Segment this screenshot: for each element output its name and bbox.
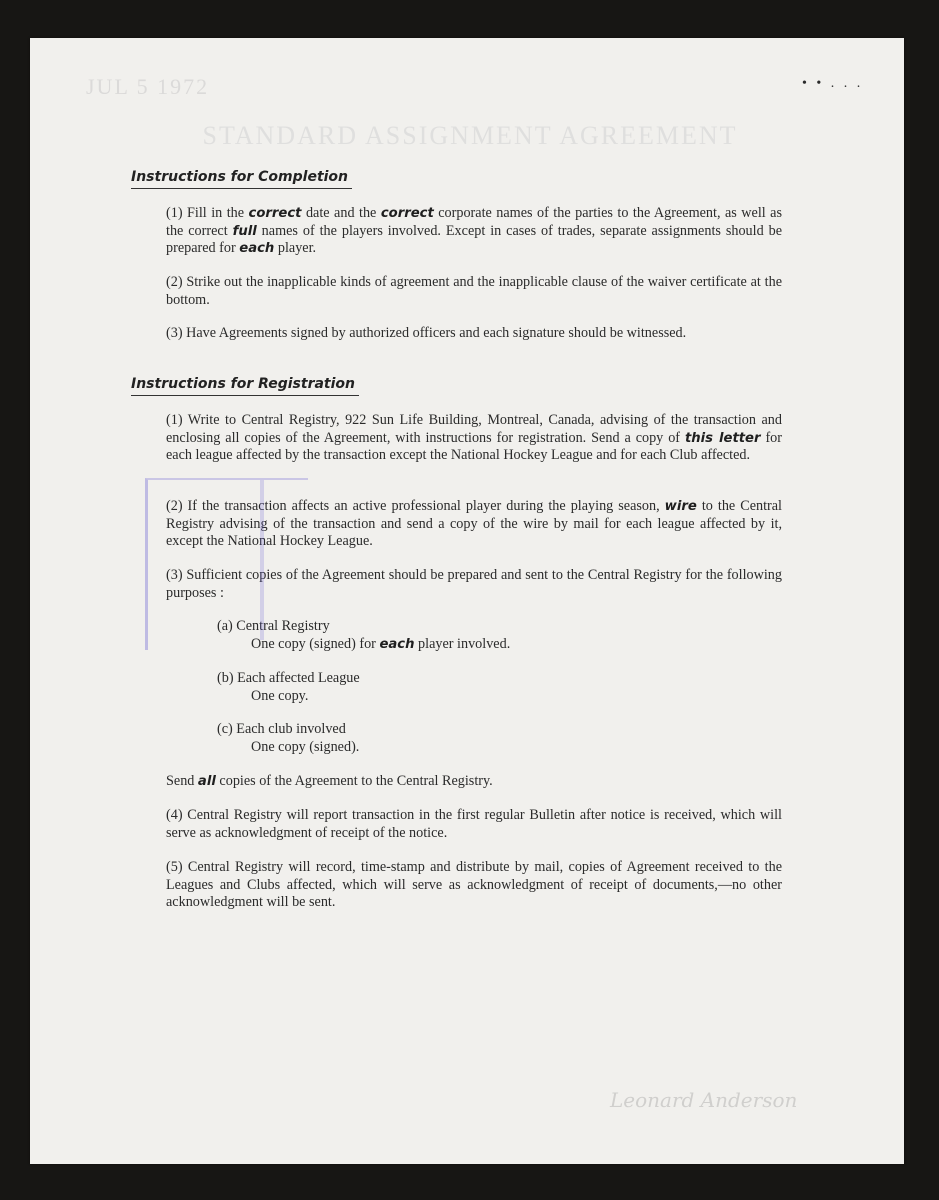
registration-item-2: (2) If the transaction affects an active professional player during the playing season, wire to the Central Registry advising of the transaction and send a copy of the wire by mail for each league affected by it, except the National Hockey League. bbox=[166, 498, 782, 549]
registration-item-1: (1) Write to Central Registry, 922 Sun Life Building, Montreal, Canada, advising of the transaction and enclosing all copies of the Agreement, with instructions for registration. Send a copy of this letter for each league affected by the transaction except the National Hockey League and for each Club affected. bbox=[166, 412, 782, 463]
purpose-c bbox=[217, 721, 637, 756]
purpose-a-title: (a) Central Registry bbox=[217, 618, 330, 634]
registration-item-4: (4) Central Registry will report transaction in the first regular Bulletin after notice is received, which will serve as acknowledgment of receipt of the notice. bbox=[166, 807, 782, 841]
registration-heading: Instructions for Registration bbox=[131, 376, 359, 396]
completion-item-1: (1) Fill in the correct date and the correct corporate names of the parties to the Agreement, as well as the correct full names of the players involved. Except in cases of trades, separate assignments should be prepared for each player. bbox=[166, 205, 782, 256]
show-through-title: STANDARD ASSIGNMENT AGREEMENT bbox=[202, 121, 738, 150]
registration-item-3: (3) Sufficient copies of the Agreement should be prepared and sent to the Central Registry for the following purposes : bbox=[166, 567, 782, 601]
purpose-c-title: (c) Each club involved bbox=[217, 721, 346, 737]
registration-item-5: (5) Central Registry will record, time-stamp and distribute by mail, copies of Agreement received to the Leagues and Clubs affected, which will serve as acknowledgment of receipt of documents,—no other acknowledgment will be sent. bbox=[166, 859, 782, 910]
completion-item-2: (2) Strike out the inapplicable kinds of agreement and the inapplicable clause of the waiver certificate at the bottom. bbox=[166, 274, 782, 308]
purpose-b bbox=[217, 670, 637, 705]
corner-mark: • • . . . bbox=[802, 76, 864, 91]
purpose-b-detail: One copy. bbox=[251, 687, 309, 704]
show-through-date: JUL 5 1972 bbox=[86, 74, 210, 99]
document-page bbox=[30, 38, 904, 1164]
faint-signature: Leonard Anderson bbox=[610, 1088, 798, 1112]
purpose-b-title: (b) Each affected League bbox=[217, 670, 360, 686]
completion-heading: Instructions for Completion bbox=[131, 169, 352, 189]
faint-ink-stamp bbox=[145, 478, 308, 650]
purpose-a-detail: One copy (signed) for each player involved. bbox=[251, 635, 511, 652]
completion-item-3: (3) Have Agreements signed by authorized officers and each signature should be witnessed. bbox=[166, 325, 687, 341]
send-all-note: Send all copies of the Agreement to the Central Registry. bbox=[166, 773, 493, 789]
purpose-c-detail: One copy (signed). bbox=[251, 738, 360, 755]
